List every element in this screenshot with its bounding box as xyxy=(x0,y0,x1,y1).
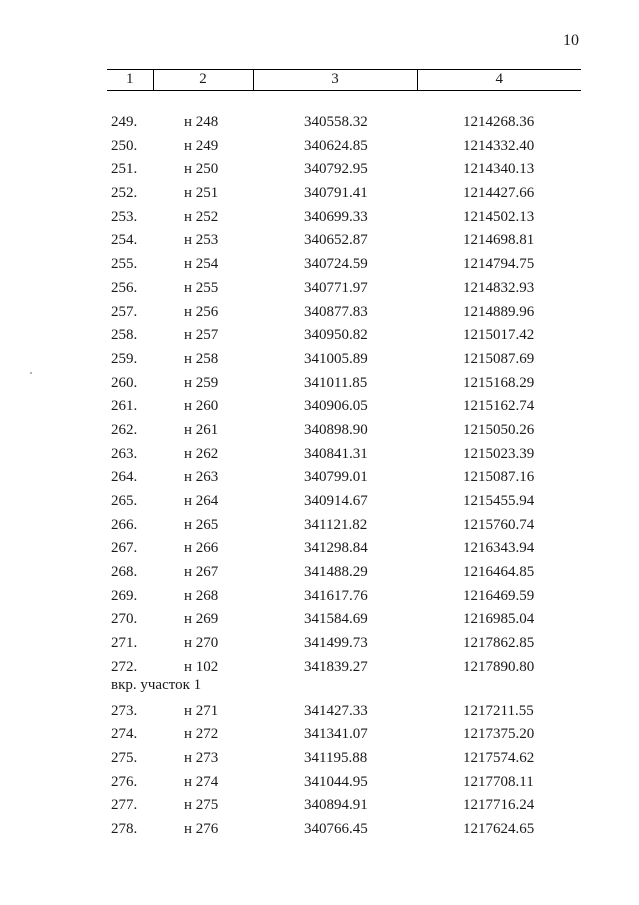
coordinate-y: 1216464.85 xyxy=(463,564,535,581)
coordinate-y: 1217862.85 xyxy=(463,635,535,652)
table-row xyxy=(0,515,639,539)
row-number: 262. xyxy=(111,421,138,438)
point-label: н 252 xyxy=(184,208,219,225)
coordinate-x: 340792.95 xyxy=(304,161,368,178)
row-number: 269. xyxy=(111,587,138,604)
row-number: 257. xyxy=(111,303,138,320)
coordinate-y: 1214832.93 xyxy=(463,279,535,296)
coordinate-x: 341044.95 xyxy=(304,773,368,790)
table-row xyxy=(0,444,639,468)
point-label: н 275 xyxy=(184,797,219,814)
point-label: н 262 xyxy=(184,445,219,462)
row-number: 272. xyxy=(111,658,138,675)
coordinate-y: 1215455.94 xyxy=(463,493,535,509)
coordinate-y: 1215017.42 xyxy=(463,327,535,344)
coordinate-y: 1215760.74 xyxy=(463,516,535,533)
coordinate-y: 1214794.75 xyxy=(463,256,535,273)
table-row xyxy=(0,795,639,819)
table-row xyxy=(0,609,639,633)
table-row xyxy=(0,183,639,207)
coordinate-x: 340652.87 xyxy=(304,232,368,249)
coordinates-list xyxy=(0,112,639,843)
coordinate-y: 1217375.20 xyxy=(463,726,535,743)
row-number: 263. xyxy=(111,445,138,462)
row-number: 268. xyxy=(111,564,138,581)
coordinate-y: 1215168.29 xyxy=(463,374,535,391)
table-row xyxy=(0,373,639,397)
coordinate-x: 340950.82 xyxy=(304,327,368,344)
coordinate-x: 340898.90 xyxy=(304,421,368,438)
coordinate-x: 341341.07 xyxy=(304,726,368,743)
table-row xyxy=(0,748,639,772)
table-row xyxy=(0,420,639,444)
coordinate-x: 341488.29 xyxy=(304,564,368,581)
row-number: 255. xyxy=(111,256,138,273)
row-number: 271. xyxy=(111,635,138,652)
point-label: н 263 xyxy=(184,469,219,486)
coordinate-x: 340914.67 xyxy=(304,493,368,509)
row-number: 250. xyxy=(111,137,138,154)
coordinate-y: 1214889.96 xyxy=(463,303,535,320)
row-number: 274. xyxy=(111,726,138,743)
point-label: н 253 xyxy=(184,232,219,249)
coordinate-y: 1215023.39 xyxy=(463,445,535,462)
column-header-1: 1 xyxy=(107,70,153,91)
coordinate-x: 340791.41 xyxy=(304,185,368,202)
row-number: 264. xyxy=(111,469,138,486)
coordinate-y: 1215087.69 xyxy=(463,350,535,367)
column-header-4: 4 xyxy=(417,70,581,91)
point-label: н 255 xyxy=(184,279,219,296)
coordinate-y: 1216343.94 xyxy=(463,540,535,557)
column-header-row xyxy=(107,70,581,91)
coordinate-x: 341298.84 xyxy=(304,540,368,557)
point-label: н 268 xyxy=(184,587,219,604)
table-row xyxy=(0,724,639,748)
column-header-table xyxy=(107,69,581,91)
table-row xyxy=(0,819,639,843)
row-number: 260. xyxy=(111,374,138,391)
coordinate-x: 341195.88 xyxy=(304,749,368,766)
point-label: н 254 xyxy=(184,256,219,273)
coordinate-x: 340624.85 xyxy=(304,137,368,154)
point-label: н 102 xyxy=(184,658,219,675)
table-row xyxy=(0,159,639,183)
point-label: н 257 xyxy=(184,327,219,344)
row-number: 265. xyxy=(111,493,138,509)
table-row xyxy=(0,467,639,491)
row-number: 252. xyxy=(111,185,138,202)
point-label: н 259 xyxy=(184,374,219,391)
point-label: н 248 xyxy=(184,114,219,130)
row-number: 261. xyxy=(111,398,138,415)
row-number: 251. xyxy=(111,161,138,178)
coordinate-x: 340558.32 xyxy=(304,114,368,130)
table-row xyxy=(0,349,639,373)
table-row xyxy=(0,701,639,725)
point-label: н 271 xyxy=(184,702,219,719)
row-number: 267. xyxy=(111,540,138,557)
row-number: 258. xyxy=(111,327,138,344)
table-row xyxy=(0,491,639,515)
table-row xyxy=(0,562,639,586)
coordinate-x: 340877.83 xyxy=(304,303,368,320)
coordinate-x: 341584.69 xyxy=(304,611,368,628)
row-number: 266. xyxy=(111,516,138,533)
coordinate-x: 340724.59 xyxy=(304,256,368,273)
coordinate-x: 341005.89 xyxy=(304,350,368,367)
table-row xyxy=(0,325,639,349)
coordinate-y: 1217211.55 xyxy=(463,702,534,719)
point-label: н 256 xyxy=(184,303,219,320)
row-number: 273. xyxy=(111,702,138,719)
row-number: 275. xyxy=(111,749,138,766)
point-label: н 261 xyxy=(184,421,219,438)
coordinate-y: 1217574.62 xyxy=(463,749,535,766)
table-row xyxy=(0,538,639,562)
table-row xyxy=(0,586,639,610)
coordinate-x: 341121.82 xyxy=(304,516,368,533)
point-label: н 267 xyxy=(184,564,219,581)
table-row xyxy=(0,772,639,796)
point-label: н 272 xyxy=(184,726,219,743)
point-label: н 260 xyxy=(184,398,219,415)
row-number: 259. xyxy=(111,350,138,367)
row-number: 278. xyxy=(111,820,138,837)
coordinate-y: 1214268.36 xyxy=(463,114,535,130)
point-label: н 270 xyxy=(184,635,219,652)
table-row xyxy=(0,396,639,420)
coordinate-y: 1214502.13 xyxy=(463,208,535,225)
coordinate-x: 341427.33 xyxy=(304,702,368,719)
row-number: 270. xyxy=(111,611,138,628)
table-row xyxy=(0,136,639,160)
coordinate-y: 1214340.13 xyxy=(463,161,535,178)
point-label: н 251 xyxy=(184,185,219,202)
coordinate-y: 1217716.24 xyxy=(463,797,535,814)
column-header-3: 3 xyxy=(253,70,417,91)
row-number: 277. xyxy=(111,797,138,814)
coordinate-y: 1214427.66 xyxy=(463,185,535,202)
table-row xyxy=(0,302,639,326)
row-number: 276. xyxy=(111,773,138,790)
coordinate-x: 341011.85 xyxy=(304,374,368,391)
point-label: н 273 xyxy=(184,749,219,766)
point-label: н 269 xyxy=(184,611,219,628)
coordinate-x: 341499.73 xyxy=(304,635,368,652)
coordinate-x: 340894.91 xyxy=(304,797,368,814)
table-row xyxy=(0,657,639,681)
table-row xyxy=(0,112,639,136)
point-label: н 274 xyxy=(184,773,219,790)
section-label-text: вкр. участок 1 xyxy=(111,676,202,693)
coordinate-x: 340799.01 xyxy=(304,469,368,486)
page-number: 10 xyxy=(563,32,579,49)
coordinate-x: 340841.31 xyxy=(304,445,368,462)
coordinate-x: 341617.76 xyxy=(304,587,368,604)
table-row xyxy=(0,633,639,657)
point-label: н 250 xyxy=(184,161,219,178)
point-label: н 258 xyxy=(184,350,219,367)
point-label: н 266 xyxy=(184,540,219,557)
coordinate-y: 1215087.16 xyxy=(463,469,535,486)
table-row xyxy=(0,254,639,278)
point-label: н 264 xyxy=(184,493,219,509)
row-number: 249. xyxy=(111,114,138,130)
row-number: 256. xyxy=(111,279,138,296)
table-row xyxy=(0,207,639,231)
table-row xyxy=(0,230,639,254)
point-label: н 265 xyxy=(184,516,219,533)
coordinate-y: 1217624.65 xyxy=(463,820,535,837)
coordinate-y: 1217890.80 xyxy=(463,658,535,675)
point-label: н 249 xyxy=(184,137,219,154)
coordinate-x: 340699.33 xyxy=(304,208,368,225)
point-label: н 276 xyxy=(184,820,219,837)
coordinate-y: 1217708.11 xyxy=(463,773,534,790)
row-number: 253. xyxy=(111,208,138,225)
coordinate-x: 340766.45 xyxy=(304,820,368,837)
coordinate-y: 1216985.04 xyxy=(463,611,535,628)
coordinate-x: 340771.97 xyxy=(304,279,368,296)
coordinate-y: 1215050.26 xyxy=(463,421,535,438)
section-label xyxy=(0,676,639,701)
coordinate-y: 1215162.74 xyxy=(463,398,535,415)
coordinate-y: 1216469.59 xyxy=(463,587,535,604)
coordinate-x: 341839.27 xyxy=(304,658,368,675)
row-number: 254. xyxy=(111,232,138,249)
coordinate-x: 340906.05 xyxy=(304,398,368,415)
column-header-2: 2 xyxy=(153,70,253,91)
coordinate-y: 1214698.81 xyxy=(463,232,535,249)
table-row xyxy=(0,278,639,302)
coordinate-y: 1214332.40 xyxy=(463,137,535,154)
